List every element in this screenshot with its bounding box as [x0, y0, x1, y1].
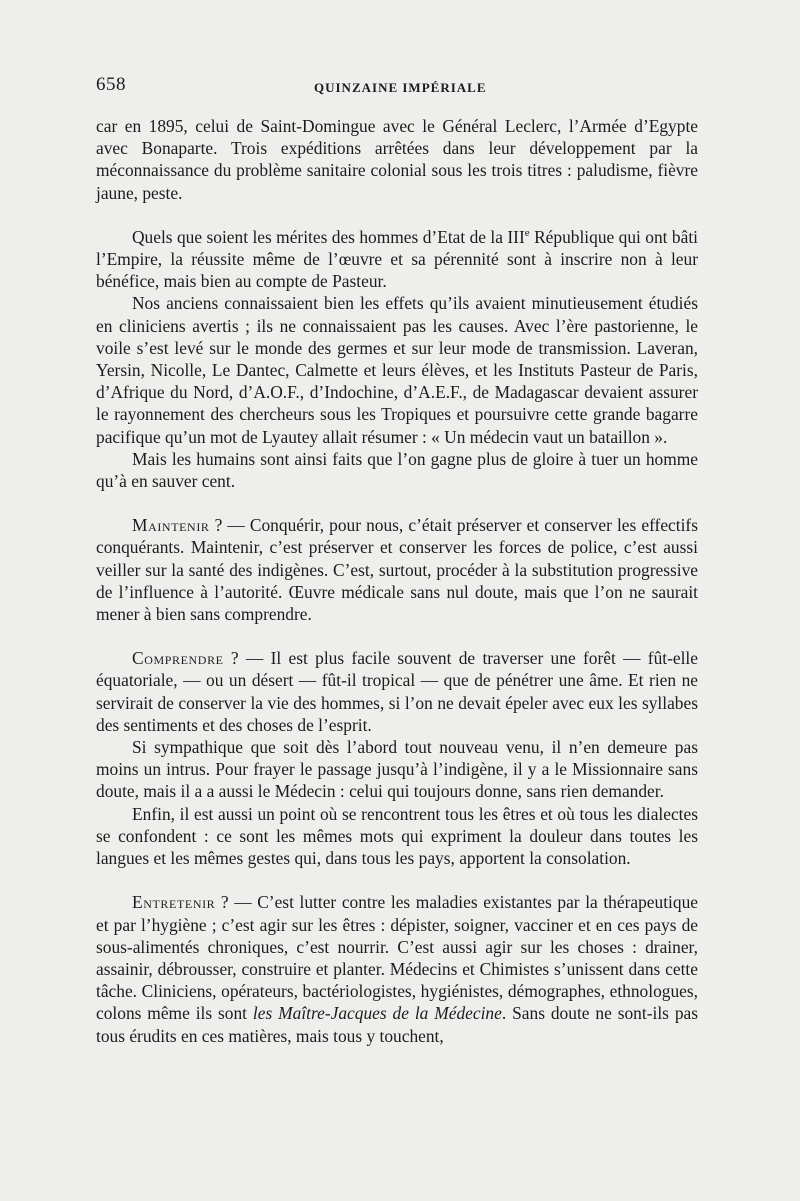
- paragraph-3: [96, 292, 698, 447]
- paragraph-1: [96, 115, 698, 204]
- section-maintenir-text: ? — Conquérir, pour nous, c’était préserver et conserver les effectifs conquérants. Maintenir, c’est préserver et conserver les forces de police, c’est aussi veiller sur la santé des indigènes. C’est, surtout, procéder à la substitution progressive de l’influence à l’autorité. Œuvre médicale sans nul doute, mais que l’on ne saurait mener à bien sans comprendre.: [96, 515, 698, 625]
- italic-phrase: les Maître-Jacques de la Médecine: [252, 1003, 502, 1024]
- paragraph-2: [96, 226, 698, 293]
- paragraph-7: [96, 736, 698, 803]
- page-number: 658: [96, 74, 126, 95]
- section-heading-entretenir: Entretenir: [132, 892, 216, 913]
- paragraph-4-text: Mais les humains sont ainsi faits que l’on gagne plus de gloire à tuer un homme qu’à en sauver cent.: [96, 448, 698, 492]
- section-entretenir: [96, 891, 698, 1046]
- ordinal-superscript: e: [524, 227, 530, 240]
- section-maintenir: [96, 514, 698, 625]
- paragraph-7-text: Si sympathique que soit dès l’abord tout nouveau venu, il n’en demeure pas moins un intrus. Pour frayer le passage jusqu’à l’indigène, il y a le Missionnaire sans doute, mais il a a aussi le Médecin : celui qui toujours donne, sans rien demander.: [96, 737, 698, 802]
- section-heading-maintenir: Maintenir: [132, 515, 210, 536]
- section-entretenir-text-end: . Sans doute ne sont-ils pas tous érudits en ces matières, mais tous y touchent,: [96, 1003, 698, 1046]
- paragraph-2-text: Quels que soient les mérites des hommes d’Etat de la III: [132, 226, 525, 247]
- section-comprendre: [96, 647, 698, 736]
- paragraph-1-text: car en 1895, celui de Saint-Domingue avec le Général Leclerc, l’Armée d’Egypte avec Bonaparte. Trois expéditions arrêtées dans leur développement par la méconnaissance du problème sanitaire colonial sous les trois titres : paludisme, fièvre jaune, peste.: [96, 116, 698, 203]
- page-header: [96, 74, 696, 102]
- section-heading-comprendre: Comprendre: [132, 648, 224, 669]
- paragraph-8-text: Enfin, il est aussi un point où se rencontrent tous les êtres et où tous les dialectes se confondent : ce sont les mêmes mots qui expriment la douleur dans toutes les langues et les mêmes gestes qui, dans tous les pays, apportent la consolation.: [96, 803, 698, 869]
- section-entretenir-text: ? — C’est lutter contre les maladies existantes par la thérapeutique et par l’hygiène ; c’est agir sur les êtres : dépister, soigner, vacciner et en ces pays de sous-alimentés chroniques, c’est nourrir. C’est aussi agir sur les choses : drainer, assainir, débrousser, construire et planter. Médecins et Chimistes s’unissent dans cette tâche. Cliniciens, opérateurs, bactériologistes, hygiénistes, démographes, ethnologues, colons même ils sont: [96, 892, 698, 1024]
- paragraph-2-text-end: République qui ont bâti l’Empire, la réussite même de l’œuvre et sa pérennité sont à inscrire non à leur bénéfice, mais bien au compte de Pasteur.: [96, 226, 698, 292]
- paragraph-8: [96, 803, 698, 870]
- section-comprendre-text: ? — Il est plus facile souvent de traverser une forêt — fût-elle équatoriale, — ou un désert — fût-il tropical — que de pénétrer une âme. Et rien ne servirait de conserver la vie des hommes, si l’on ne devait épeler avec eux les syllabes des sentiments et des choses de l’esprit.: [96, 648, 698, 735]
- body-text: [96, 115, 698, 1047]
- paragraph-4: [96, 448, 698, 492]
- running-title: QUINZAINE IMPÉRIALE: [314, 80, 487, 95]
- paragraph-3-text: Nos anciens connaissaient bien les effets qu’ils avaient minutieusement étudiés en cliniciens avertis ; ils ne connaissaient pas les causes. Avec l’ère pastorienne, le voile s’est levé sur le monde des germes et sur leur mode de transmission. Laveran, Yersin, Nicolle, Le Dantec, Calmette et leurs élèves, et les Instituts Pasteur de Paris, d’Afrique du Nord, d’A.O.F., d’Indochine, d’A.E.F., de Madagascar devaient assurer le rayonnement des chercheurs sous les Tropiques et poursuivre cette grande bagarre pacifique qu’un mot de Lyautey allait résumer : « Un médecin vaut un bataillon ».: [96, 293, 698, 447]
